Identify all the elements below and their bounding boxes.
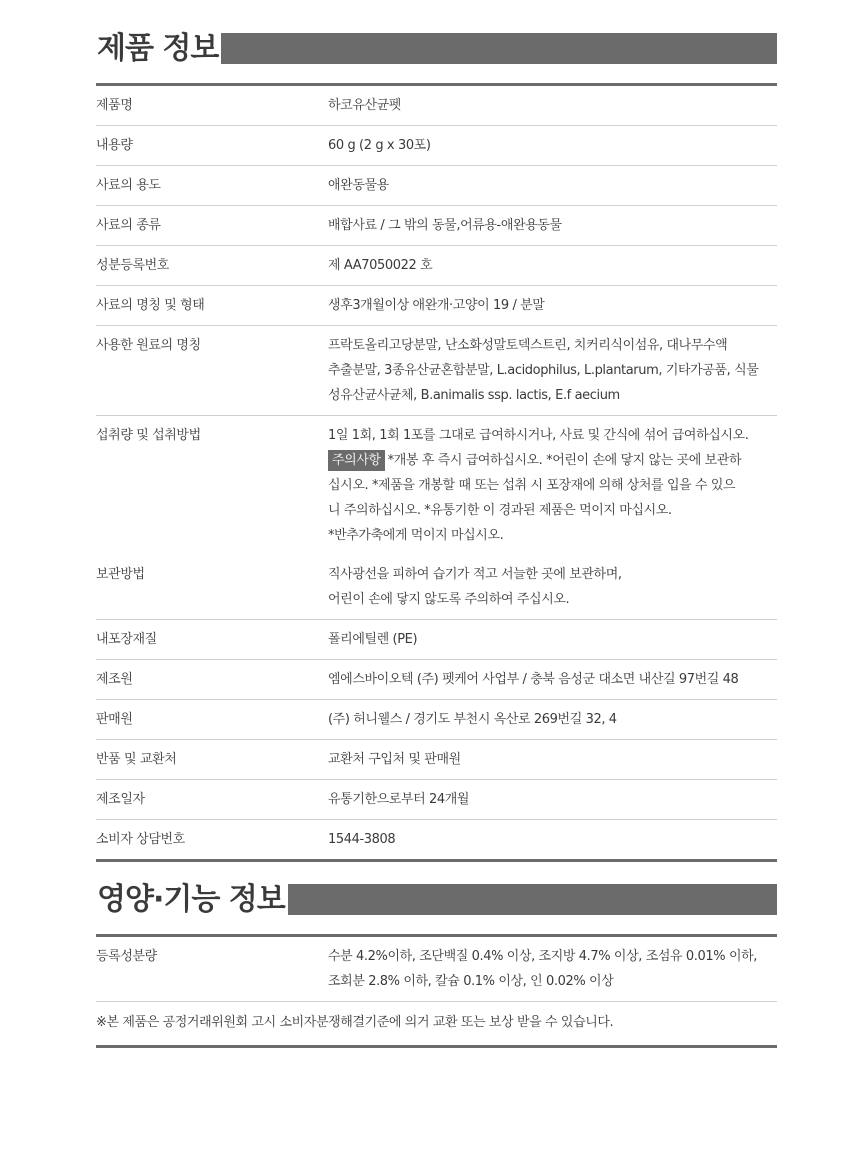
divider: [96, 1045, 777, 1048]
table-row: [96, 326, 777, 416]
section-title: 영양·기능 정보: [96, 881, 288, 918]
row-label: 사료의 용도: [96, 166, 328, 206]
table-row: [96, 126, 777, 166]
value-line: 제 AA7050022 호: [328, 258, 433, 273]
value-line: 성유산균사균체, B.animalis ssp. lactis, E.f aecium: [328, 388, 620, 403]
row-label: 보관방법: [96, 555, 328, 620]
row-label: 제품명: [96, 86, 328, 126]
row-label: 성분등록번호: [96, 246, 328, 286]
row-value: [328, 740, 777, 780]
row-value: [328, 246, 777, 286]
table-row: [96, 820, 777, 860]
section-title: 제품 정보: [96, 30, 221, 67]
row-label: 판매원: [96, 700, 328, 740]
value-line: 니 주의하십시오. *유통기한 이 경과된 제품은 먹이지 마십시오.: [328, 503, 672, 518]
value-line: 프락토올리고당분말, 난소화성말토덱스트린, 치커리식이섬유, 대나무수액: [328, 338, 728, 353]
value-line: 하코유산균펫: [328, 98, 401, 113]
row-label: 제조일자: [96, 780, 328, 820]
section-header-bar: [96, 33, 777, 64]
row-label: 소비자 상담번호: [96, 832, 185, 847]
row-label: 사료의 명칭 및 형태: [96, 286, 328, 326]
row-value: [328, 206, 777, 246]
nutrition-info-section: [96, 884, 777, 1048]
caution-badge: 주의사항: [328, 450, 385, 471]
table-row: [96, 620, 777, 660]
value-line: 엠에스바이오텍 (주) 펫케어 사업부 / 충북 음성군 대소면 내산길 97번길 48: [328, 672, 739, 687]
row-label: 반품 및 교환처: [96, 740, 328, 780]
row-value: [328, 86, 777, 126]
table-row: [96, 660, 777, 700]
table-row: [96, 555, 777, 620]
product-info-section: [96, 33, 777, 862]
value-line: 조회분 2.8% 이하, 칼슘 0.1% 이상, 인 0.02% 이상: [328, 974, 614, 989]
section-header-bar: [96, 884, 777, 915]
row-value: [328, 126, 777, 166]
product-info-table: [96, 86, 777, 859]
row-value: [328, 326, 777, 416]
row-value: [328, 700, 777, 740]
value-line: 애완동물용: [328, 178, 389, 193]
row-label: 사료의 종류: [96, 206, 328, 246]
value-line: 추출분말, 3종유산균혼합분말, L.acidophilus, L.plantarum, 기타가공품, 식물: [328, 363, 759, 378]
row-value: [328, 620, 777, 660]
value-line: 유통기한으로부터 24개월: [328, 792, 470, 807]
row-value: [328, 780, 777, 820]
value-line: 폴리에틸렌 (PE): [328, 632, 418, 647]
row-label: 내포장재질: [96, 620, 328, 660]
row-value: [328, 820, 777, 860]
value-line: 어린이 손에 닿지 않도록 주의하여 주십시오.: [328, 592, 570, 607]
table-row: [96, 246, 777, 286]
row-value: [328, 660, 777, 700]
row-label: 등록성분량: [96, 949, 157, 964]
table-row: [96, 700, 777, 740]
value-line: 수분 4.2%이하, 조단백질 0.4% 이상, 조지방 4.7% 이상, 조섬유 0.01% 이하,: [328, 949, 757, 964]
value-line: 십시오. *제품을 개봉할 때 또는 섭취 시 포장재에 의해 상처를 입을 수 있으: [328, 478, 736, 493]
table-row: [96, 166, 777, 206]
exchange-notice: ※본 제품은 공정거래위원회 고시 소비자분쟁해결기준에 의거 교환 또는 보상 받을 수 있습니다.: [96, 1015, 614, 1030]
row-value: [328, 166, 777, 206]
table-row: [96, 780, 777, 820]
value-line: 배합사료 / 그 밖의 동물,어류용-애완용동물: [328, 218, 562, 233]
value-line: *개봉 후 즉시 급여하십시오. *어린이 손에 닿지 않는 곳에 보관하: [387, 453, 742, 468]
table-row: [96, 206, 777, 246]
row-label: 내용량: [96, 126, 328, 166]
row-label: 섭취량 및 섭취방법: [96, 428, 201, 443]
row-value: [328, 286, 777, 326]
divider: [96, 859, 777, 862]
row-label: 사용한 원료의 명칭: [96, 326, 328, 416]
table-row: [96, 416, 777, 556]
value-line: 교환처 구입처 및 판매원: [328, 752, 461, 767]
table-row: [96, 740, 777, 780]
value-line: 생후3개월이상 애완개·고양이 19 / 분말: [328, 298, 545, 313]
value-line: *반추가축에게 먹이지 마십시오.: [328, 528, 504, 543]
table-row: [96, 86, 777, 126]
value-line: 1일 1회, 1회 1포를 그대로 급여하시거나, 사료 및 간식에 섞어 급여하십시오.: [328, 428, 749, 443]
value-line: 직사광선을 피하여 습기가 적고 서늘한 곳에 보관하며,: [328, 567, 622, 582]
row-value: [328, 937, 777, 1001]
table-row: [96, 286, 777, 326]
nutrition-info-table: [96, 937, 777, 1001]
row-value: [328, 555, 777, 620]
row-label: 제조원: [96, 660, 328, 700]
value-line: 60 g (2 g x 30포): [328, 138, 431, 153]
value-line: (주) 허니웰스 / 경기도 부천시 옥산로 269번길 32, 4: [328, 712, 617, 727]
value-line: 1544-3808: [328, 832, 396, 847]
table-row: [96, 937, 777, 1001]
row-value: [328, 416, 777, 556]
